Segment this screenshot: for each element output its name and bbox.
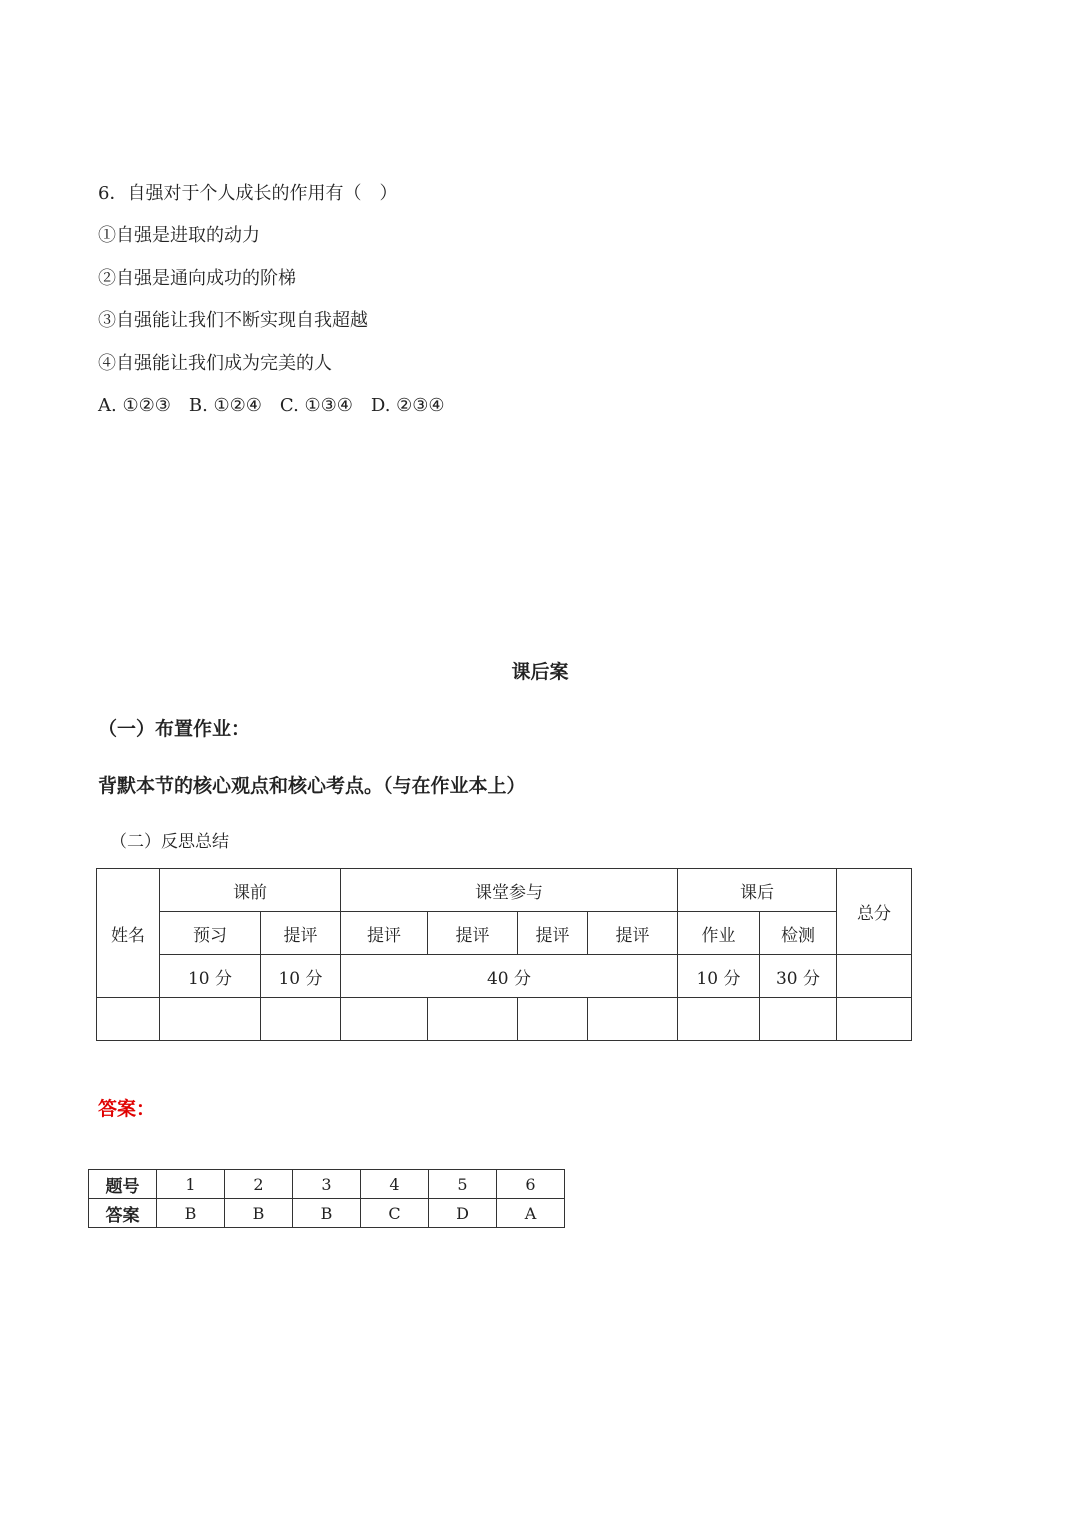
sub-header: 提评 (588, 912, 678, 955)
question-number: 5 (429, 1170, 497, 1199)
header-name: 姓名 (97, 869, 160, 998)
sub-header: 检测 (760, 912, 837, 955)
blank-cell (341, 998, 428, 1041)
answer-table (88, 1169, 565, 1228)
sub-header: 提评 (518, 912, 588, 955)
blank-cell (97, 998, 160, 1041)
points-cell: 40 分 (341, 955, 678, 998)
homework-label: （一）布置作业： (98, 718, 251, 740)
answer-value: B (293, 1199, 361, 1228)
question-stem: 6．自强对于个人成长的作用有（ ） (98, 183, 398, 204)
option-1: ①自强是进取的动力 (98, 225, 260, 246)
answer-label: 答案： (98, 1098, 156, 1120)
question-number: 6 (497, 1170, 565, 1199)
answer-row-header: 答案 (89, 1199, 157, 1228)
blank-cell (837, 998, 912, 1041)
blank-cell (678, 998, 760, 1041)
score-table (96, 868, 912, 1041)
answer-value: C (361, 1199, 429, 1228)
header-total: 总分 (837, 869, 912, 955)
blank-cell (760, 998, 837, 1041)
blank-cell (588, 998, 678, 1041)
points-cell: 30 分 (760, 955, 837, 998)
blank-cell (518, 998, 588, 1041)
sub-header: 作业 (678, 912, 760, 955)
section-title: 课后案 (511, 661, 569, 683)
answer-row-header: 题号 (89, 1170, 157, 1199)
header-after-class: 课后 (678, 869, 837, 912)
question-number: 3 (293, 1170, 361, 1199)
answer-value: B (157, 1199, 225, 1228)
header-in-class: 课堂参与 (341, 869, 678, 912)
answer-value: A (497, 1199, 565, 1228)
homework-text: 背默本节的核心观点和核心考点。（与在作业本上） (98, 775, 526, 797)
option-2: ②自强是通向成功的阶梯 (98, 268, 296, 289)
answer-value: B (225, 1199, 293, 1228)
points-cell: 10 分 (678, 955, 760, 998)
blank-cell (428, 998, 518, 1041)
header-before-class: 课前 (160, 869, 341, 912)
sub-header: 预习 (160, 912, 261, 955)
sub-header: 提评 (428, 912, 518, 955)
sub-header: 提评 (261, 912, 341, 955)
answer-choices: A. ①②③ B. ①②④ C. ①③④ D. ②③④ (98, 395, 445, 416)
blank-cell (160, 998, 261, 1041)
reflection-label: （二）反思总结 (110, 832, 229, 852)
question-number: 1 (157, 1170, 225, 1199)
points-cell: 10 分 (160, 955, 261, 998)
blank-cell (261, 998, 341, 1041)
answer-value: D (429, 1199, 497, 1228)
points-cell-empty (837, 955, 912, 998)
question-number: 4 (361, 1170, 429, 1199)
option-3: ③自强能让我们不断实现自我超越 (98, 310, 368, 331)
sub-header: 提评 (341, 912, 428, 955)
points-cell: 10 分 (261, 955, 341, 998)
question-number: 2 (225, 1170, 293, 1199)
option-4: ④自强能让我们成为完美的人 (98, 353, 332, 374)
